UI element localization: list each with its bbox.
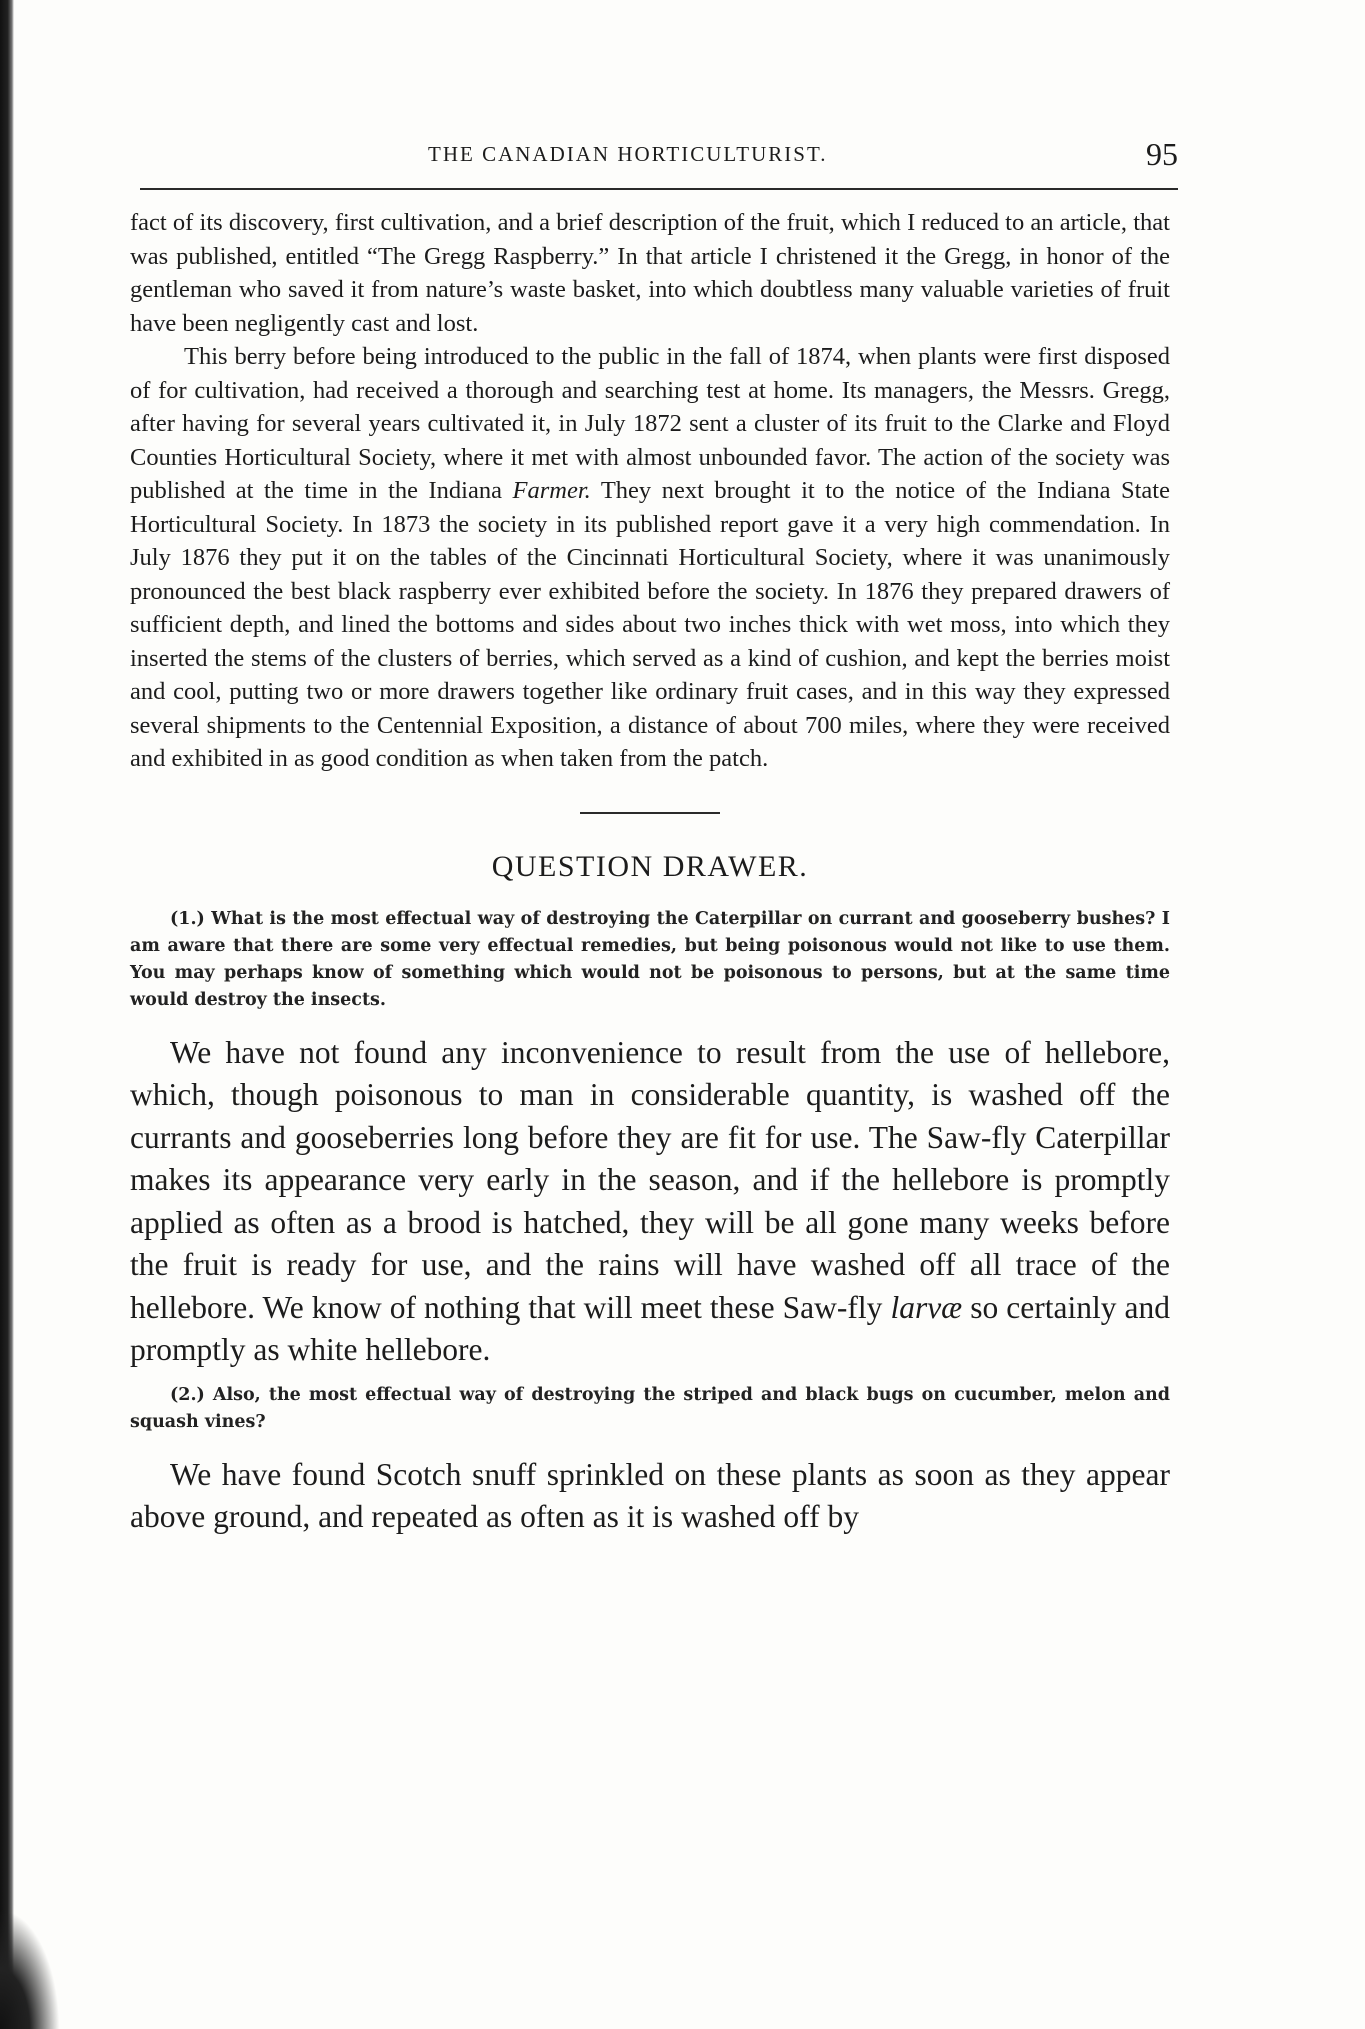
answer-2: We have found Scotch snuff sprinkled on these plants as soon as they appear above ground, and repeated as often as it is washed off by <box>130 1456 1170 1534</box>
paragraph-text: They next brought it to the notice of the Indiana State Horticultural Society. In 1873 the society in its published report gave it a very high commendation. In July 1876 they put it on the tables of the Cincinnati Horticultural Society, where it was unanimously pronounced the best black raspberry ever exhibited before the society. In 1876 they prepared drawers of sufficient depth, and lined the bottoms and sides about two inches thick with wet moss, into which they inserted the stems of the clusters of berries, which served as a kind of cushion, and kept the berries moist and cool, putting two or more drawers together like ordinary fruit cases, and in this way they expressed several shipments to the Centennial Exposition, a distance of about 700 miles, where they were received and exhibited in as good condition as when taken from the patch. <box>130 477 1170 772</box>
body-paragraph <box>130 340 1170 776</box>
section-divider <box>580 812 720 814</box>
page-number: 95 <box>1146 136 1178 172</box>
book-binding-edge <box>0 0 14 2029</box>
publication-title: Farmer. <box>512 477 591 504</box>
running-title: THE CANADIAN HORTICULTURIST. <box>428 142 828 166</box>
question-2: (2.) Also, the most effectual way of destroying the striped and black bugs on cucumber, melon and squash vines? <box>130 1384 1170 1432</box>
italic-term: larvæ <box>890 1289 963 1325</box>
page-header <box>138 136 1178 184</box>
continued-paragraph: fact of its discovery, first cultivation, and a brief description of the fruit, which I reduced to an article, that was published, entitled “The Gregg Raspberry.” In that article I christened it the Gregg, in honor of the gentleman who saved it from nature’s waste basket, into which doubtless many valuable varieties of fruit have been negligently cast and lost. <box>130 209 1170 337</box>
answer-1 <box>130 1032 1170 1372</box>
answer-text: so certainly and promptly as white hellebore. <box>130 1289 1170 1367</box>
section-title: QUESTION DRAWER. <box>491 849 809 883</box>
question-1: (1.) What is the most effectual way of destroying the Caterpillar on currant and gooseberry bushes? I am aware that there are some very effectual remedies, but being poisonous would not like to use them. You may perhaps know of something which would not be poisonous to persons, but at the same time would destroy the insects. <box>130 908 1170 1010</box>
header-rule <box>140 188 1178 190</box>
answer-text: We have not found any inconvenience to result from the use of hellebore, which, though poisonous to man in considerable quantity, is washed off the currants and gooseberries long before they are fit for use. The Saw-fly Caterpillar makes its appearance very early in the season, and if the hellebore is promptly applied as often as a brood is hatched, they will be all gone many weeks before the fruit is ready for use, and the rains will have washed off all trace of the hellebore. We know of nothing that will meet these Saw-fly <box>130 1034 1170 1325</box>
binding-shadow <box>0 1909 60 2029</box>
paragraph-text: This berry before being introduced to the public in the fall of 1874, when plants were first disposed of for cultivation, had received a thorough and searching test at home. Its managers, the Messrs. Gregg, after having for several years cultivated it, in July 1872 sent a cluster of its fruit to the Clarke and Floyd Counties Horticultural Society, where it met with almost unbounded favor. The action of the society was published at the time in the Indiana <box>130 343 1170 504</box>
page-content <box>130 206 1170 1549</box>
